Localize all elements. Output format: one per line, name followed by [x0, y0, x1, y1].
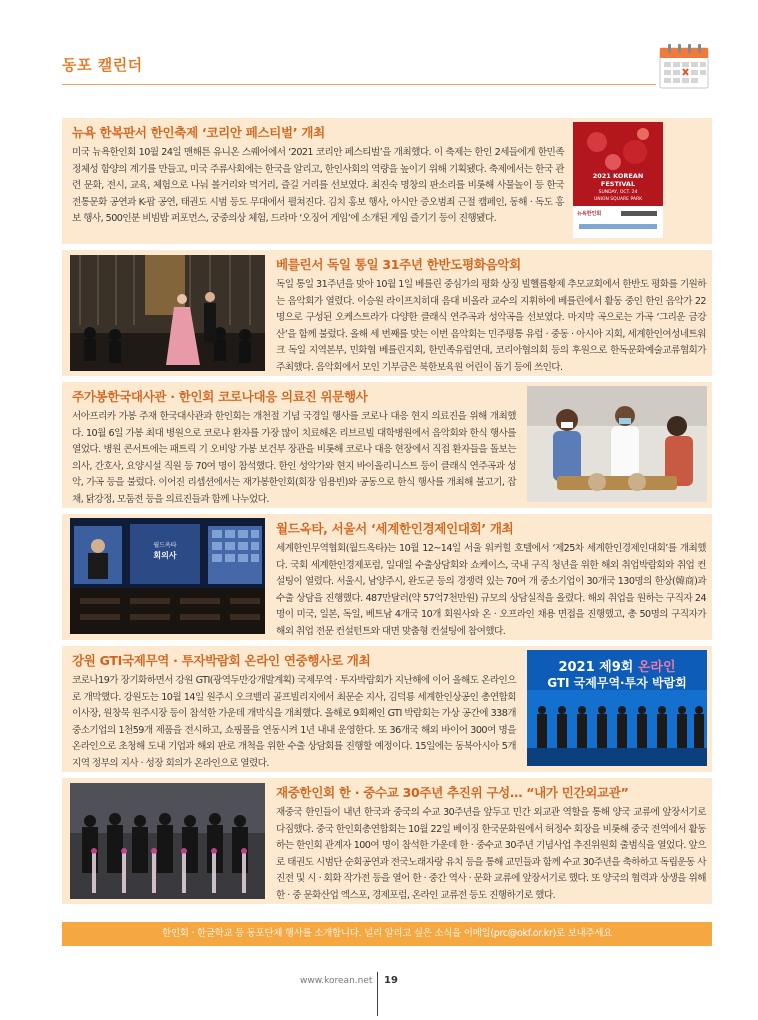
article-title: 월드옥타, 서울서 ‘세계한인경제인대회’ 개최 — [276, 521, 514, 536]
poster-title: 2021 KOREAN FESTIVAL — [592, 172, 644, 188]
article-body: 세계한인무역협회(월드옥타)는 10월 12~14일 서울 워커힐 호텔에서 ‘제25차 세계한인경제인대회’를 개최했다. 국회 세계한인경제포럼, 일대일 수출상담회와 쇼케이스, 국내 구직 청년을 위한 해외 취업박람회와 취업 컨설팅이 열렸다. 서울시, 남양주시, 완도군 등의 경쟁력 있는 70여 개 중소기업이 30개국 130명의 한상(韓商)과 수출 상담을 진행했다. 487만달러(약 57억7천만원) 규모의 상담실적을 올렸다. 해외 취업을 원하는 구직자 24명이 미국, 일본, 독일, 베트남 4개국 10개 회원사와 온 · 오프라인 채용 면접을 진행했고, 총 50명의 구직자가 해외 취업 전문 컨설턴트와 대면 맞춤형 컨설팅에 참여했다. — [276, 543, 706, 637]
concert-photo — [70, 255, 265, 371]
article-title: 베를린서 독일 통일 31주년 한반도평화음악회 — [276, 257, 521, 272]
article-body: 미국 뉴욕한인회 10월 24일 맨해튼 유니온 스퀘어에서 ‘2021 코리안 페스티벌’을 개최했다. 이 축제는 한인 2세들에게 한민족 정체성 함양의 계기를 만들고, 미국 주류사회에는 한국을 알리고, 한인사회의 역량을 높이기 위해 기획됐다. 축제에서는 한국 관련 문화, 전시, 교육, 체험으로 나눠 볼거리와 먹거리, 즐길 거리를 선보였다. 최진숙 명창의 판소리를 비롯해 사물놀이 등 한국 전통문화 공연과 K-팝 공연, 태권도 시범 등도 무대에서 펼쳐진다. 김치 홍보 행사, 아시안 증오범죄 근절 캠페인, 동해 · 독도 홍보 행사, 500인분 비빔밥 퍼포먼스, 궁중의상 체험, 드라마 ‘오징어 게임’에 소개된 게임 즐기기 등이 진행됐다. — [72, 147, 564, 225]
sponsor-logo — [621, 211, 657, 216]
article-4-text — [276, 519, 706, 641]
banner-line1 — [527, 656, 707, 675]
article-title: 주가봉한국대사관 · 한인회 코로나대응 의료진 위문행사 — [72, 389, 368, 404]
gti-ceremony-photo — [527, 650, 707, 766]
page-header-title: 동포 캘린더 — [62, 56, 143, 74]
article-body: 독일 통일 31주년을 맞아 10월 1일 베를린 중심가의 평화 상징 빌헬름황제 추모교회에서 한반도 평화를 기원하는 음악회가 열렸다. 이승원 라이프치히대 음대 비올라 교수의 지휘하에 베를린에서 활동 중인 한인 음악가 22명으로 구성된 오케스트라가 다양한 클래식 연주곡과 성악곡을 선보였다. 마지막 곡으로는 가곡 ‘그리운 금강산’을 함께 불렀다. 올해 세 번째를 맞는 이번 음악회는 민주평통 유럽 · 중동 · 아시아 지회, 세계한인여성네트워크 독일 지역본부, 민화협 베를린지회, 한민족유럽연대, 코리아협의회 등의 후원으로 한독문화예술교류협회가 주최했다. 음악회에서 모인 기부금은 북한보육원 어린이 돕기 등에 쓰인다. — [276, 279, 706, 373]
poster-venue: UNION SQUARE PARK — [593, 197, 643, 202]
article-body: 재중국 한인들이 내년 한국과 중국의 수교 30주년을 앞두고 민간 외교관 역할을 통해 양국 교류에 앞장서기로 다짐했다. 중국 한인회총연합회는 10월 22일 베이징 한국문화원에서 허정수 회장을 비롯해 중국 전역에서 활동하는 한인회 관계자 100여 명이 참석한 가운데 한 · 중수교 30주년 기념사업 추진위원회 출범식을 열었다. 앞으로 태권도 시범단 순회공연과 전국노래자랑 유치 등을 통해 교민들과 함께 수교 30주년을 축하하고 독립운동 사진전 및 시 · 회화 작가전 등을 열어 한 · 중간 역사 · 문화 교류에 앞장서기로 했다. 또 양국의 협력과 상생을 위해 한 · 중 문화산업 엑스포, 경제포럼, 온라인 교류전 등도 진행하기로 했다. — [276, 807, 706, 901]
screen-text: 월드옥타 — [153, 542, 177, 549]
article-body: 서아프리카 가봉 주재 한국대사관과 한인회는 개천절 기념 국경일 행사를 코로나 대응 현지 의료진을 위해 개최했다. 10월 6일 가봉 최대 병원으로 코로나 환자를 가장 많이 치료해온 리브르빌 대학병원에서 음악회와 한식 행사를 열었다. 병원 콘서트에는 패트릭 기 오비앙 가봉 보건부 장관을 비롯해 코로나 대응 현장에서 직접 환자들을 돌보는 의사, 간호사, 요양시설 직원 등 70여 명이 참석했다. 한인 성악가와 현지 바이올리니스트 등이 클래식 연주곡과 성악, 가곡 등을 불렀다. 이어진 리셉션에서는 재가봉한인회(회장 임용빈)와 공동으로 한식 행사를 개최해 불고기, 잡채, 닭강정, 모둠전 등을 의료진들과 함께 나누었다. — [72, 411, 516, 505]
sponsor-logo — [579, 224, 657, 229]
article-body: 코로나19가 장기화하면서 강원 GTI(광역두만강개발계획) 국제무역 · 투자박람회가 지난해에 이어 올해도 온라인으로 개막했다. 강원도는 10월 14일 원주시 오크밸리 골프빌리지에서 최문순 지사, 김덕룡 세계한인상공인 총연합회 이사장, 원창묵 원주시장 등이 참석한 가운데 개막식을 개최했다. 올해로 9회째인 GTI 박람회는 가상 공간에 338개 중소기업의 1천59개 제품을 전시하고, 쇼핑몰을 연동시켜 1년 내내 운영한다. 또 36개국 해외 바이어 300여 명을 온라인으로 초청해 도내 기업과 해외 판로 개척을 위한 수출 상담회를 진행할 예정이다. 15일에는 동북아시아 5개 지역 정부의 지사 · 성장 회의가 온라인으로 열렸다. — [72, 675, 516, 769]
article-title: 강원 GTI국제무역 · 투자박람회 온라인 연중행사로 개최 — [72, 653, 371, 668]
conference-photo — [70, 518, 265, 634]
article-6-text — [276, 783, 706, 905]
poster-sponsor: 뉴욕한인회 — [577, 211, 602, 217]
banner-year: 2021 제9회 — [558, 660, 634, 675]
article-3-text — [72, 387, 516, 509]
article-title: 재중한인회 한 · 중수교 30주년 추진위 구성… “내가 민간외교관” — [276, 785, 629, 800]
banner-accent: 온라인 — [637, 660, 676, 675]
screen-text: 회의사 — [153, 551, 177, 560]
header-divider — [62, 84, 656, 85]
chinese-korean-association-photo — [70, 783, 265, 899]
page-divider — [377, 972, 378, 1016]
footer-notice: 한인회 · 한글학교 등 동포단체 행사를 소개합니다. 널리 알리고 싶은 소식을 이메일(prc@okf.or.kr)로 보내주세요 — [62, 922, 712, 946]
article-5-text — [72, 651, 516, 773]
festival-poster — [573, 122, 663, 238]
medical-staff-photo — [527, 386, 707, 502]
article-2-text — [276, 255, 706, 377]
banner-line2: GTI 국제무역·투자 박람회 — [547, 676, 687, 690]
site-url: www.korean.net — [300, 976, 373, 986]
article-1-text — [72, 123, 564, 228]
page-number: 19 — [384, 975, 398, 986]
poster-date: SUNDAY, OCT. 24 — [598, 190, 638, 195]
article-title: 뉴욕 한복판서 한인축제 ‘코리안 페스티벌’ 개최 — [72, 125, 325, 140]
calendar-icon — [658, 42, 710, 90]
